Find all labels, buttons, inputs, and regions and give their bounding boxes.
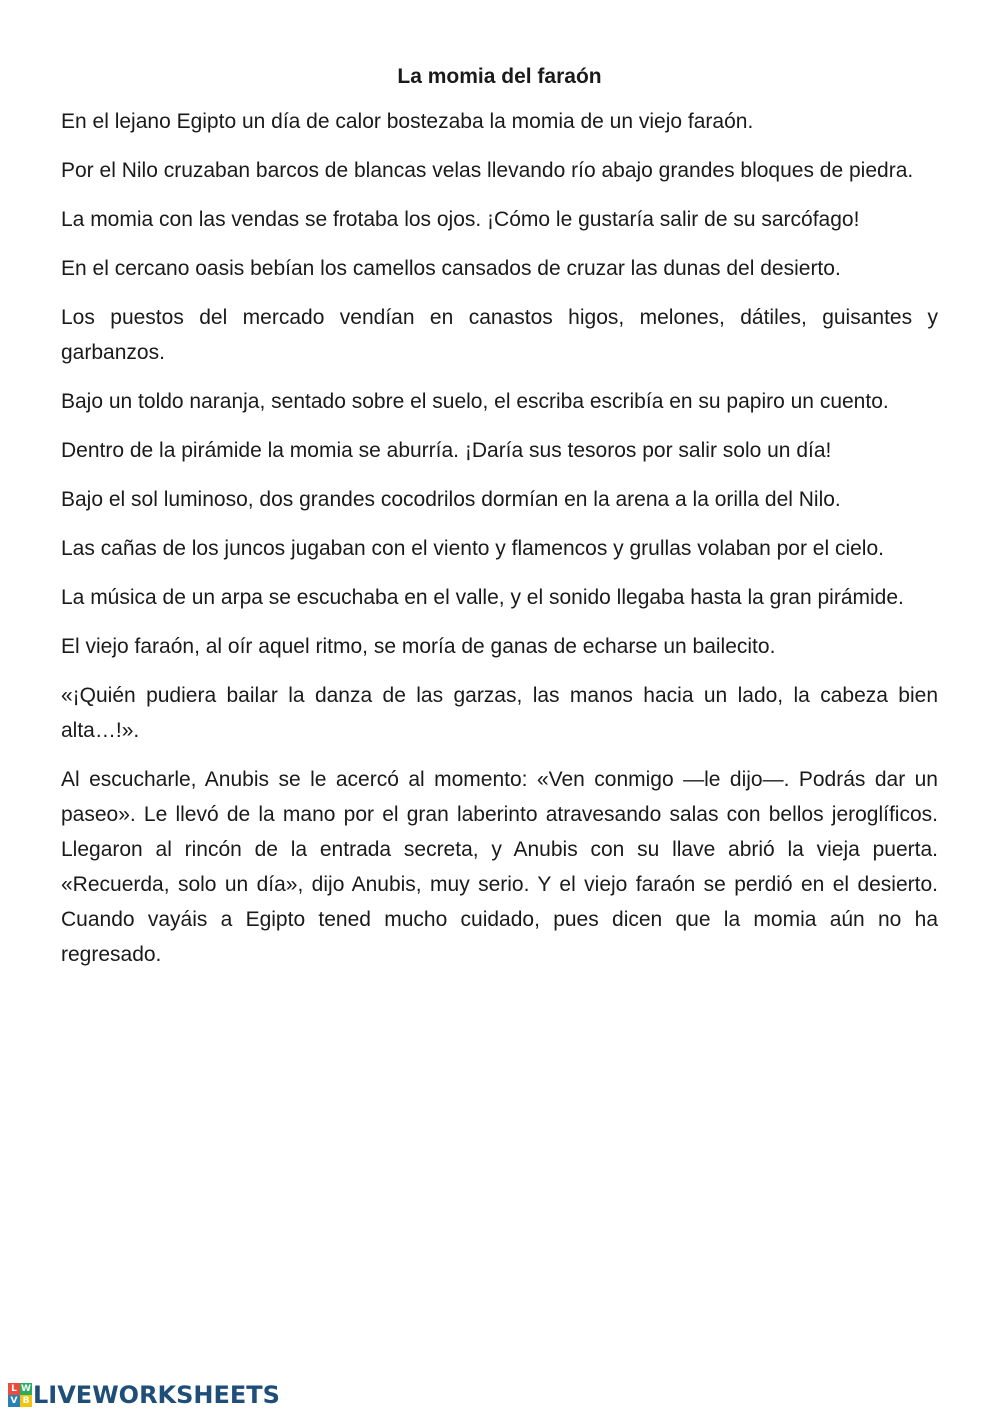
story-paragraph: Las cañas de los juncos jugaban con el viento y flamencos y grullas volaban por el cielo.	[61, 537, 884, 560]
story-paragraph: El viejo faraón, al oír aquel ritmo, se moría de ganas de echarse un bailecito.	[61, 635, 776, 658]
story-paragraph: «¡Quién pudiera bailar la danza de las garzas, las manos hacia un lado, la cabeza bien alta…!».	[61, 684, 938, 742]
logo-tile: B	[20, 1395, 32, 1407]
liveworksheets-logo-icon	[8, 1383, 32, 1407]
story-paragraph: Al escucharle, Anubis se le acercó al momento: «Ven conmigo —le dijo—. Podrás dar un paseo». Le llevó de la mano por el gran laberinto atravesando salas con bellos jeroglíficos. Llegaron al rincón de la entrada secreta, y Anubis con su llave abrió la vieja puerta. «Recuerda, solo un día», dijo Anubis, muy serio. Y el viejo faraón se perdió en el desierto. Cuando vayáis a Egipto tened mucho cuidado, pues dicen que la momia aún no ha regresado.	[61, 768, 938, 966]
story-paragraph: La música de un arpa se escuchaba en el valle, y el sonido llegaba hasta la gran pirámide.	[61, 586, 904, 609]
logo-tile: W	[21, 1384, 31, 1394]
story-paragraph: Los puestos del mercado vendían en canastos higos, melones, dátiles, guisantes y garbanzos.	[61, 306, 938, 364]
worksheet-page	[61, 62, 938, 986]
liveworksheets-brand-text: LIVEWORKSHEETS	[33, 1381, 280, 1409]
story-paragraph: Bajo un toldo naranja, sentado sobre el suelo, el escriba escribía en su papiro un cuento.	[61, 390, 889, 413]
story-title: La momia del faraón	[397, 65, 602, 88]
story-paragraph: En el lejano Egipto un día de calor bostezaba la momia de un viejo faraón.	[61, 110, 754, 133]
story-paragraph: Por el Nilo cruzaban barcos de blancas velas llevando río abajo grandes bloques de piedra.	[61, 159, 914, 182]
story-paragraph: Dentro de la pirámide la momia se aburría. ¡Daría sus tesoros por salir solo un día!	[61, 439, 832, 462]
story-paragraph: La momia con las vendas se frotaba los ojos. ¡Cómo le gustaría salir de su sarcófago!	[61, 208, 860, 231]
story-paragraph: Bajo el sol luminoso, dos grandes cocodrilos dormían en la arena a la orilla del Nilo.	[61, 488, 841, 511]
story-paragraph: En el cercano oasis bebían los camellos cansados de cruzar las dunas del desierto.	[61, 257, 841, 280]
liveworksheets-logo[interactable]	[8, 1380, 280, 1410]
logo-tile: V	[8, 1395, 20, 1407]
logo-tile: L	[8, 1383, 20, 1395]
